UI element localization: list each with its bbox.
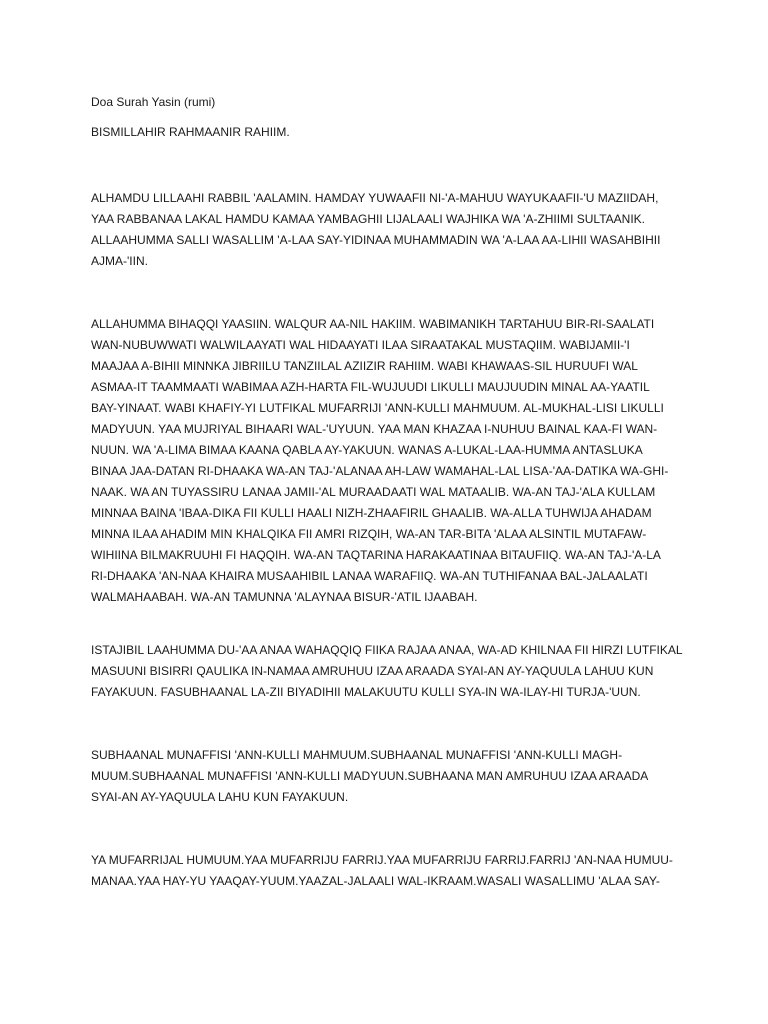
text-line: NUUN. WA 'A-LIMA BIMAA KAANA QABLA AY-YAKUUN. WANAS A-LUKAL-LAA-HUMMA ANTASLUKA	[91, 443, 643, 457]
document-title: Doa Surah Yasin (rumi)	[91, 95, 216, 109]
text-line: RI-DHAAKA 'AN-NAA KHAIRA MUSAAHIBIL LANAA WARAFIIQ. WA-AN TUTHIFANAA BAL-JALAALATI	[91, 569, 648, 583]
text-line: WAN-NUBUWWATI WALWILAAYATI WAL HIDAAYATI ILAA SIRAATAKAL MUSTAQIIM. WABIJAMII-'I	[91, 338, 630, 352]
text-line: MUUM.SUBHAANAL MUNAFFISI 'ANN-KULLI MADYUUN.SUBHAANA MAN AMRUHUU IZAA ARAADA	[91, 769, 649, 783]
paragraph-1	[91, 188, 691, 272]
text-line: SUBHAANAL MUNAFFISI 'ANN-KULLI MAHMUUM.SUBHAANAL MUNAFFISI 'ANN-KULLI MAGH-	[91, 748, 623, 762]
text-line: ISTAJIBIL LAAHUMMA DU-'AA ANAA WAHAQQIQ FIIKA RAJAA ANAA, WA-AD KHILNAA FII HIRZI LUTFIKAL	[91, 643, 683, 657]
text-line: FAYAKUUN. FASUBHAANAL LA-ZII BIYADIHII MALAKUUTU KULLI SYA-IN WA-ILAY-HI TURJA-'UUN.	[91, 685, 641, 699]
text-line: ALLAHUMMA BIHAQQI YAASIIN. WALQUR AA-NIL HAKIIM. WABIMANIKH TARTAHUU BIR-RI-SAALATI	[91, 317, 655, 331]
text-line: WALMAHAABAH. WA-AN TAMUNNA 'ALAYNAA BISUR-'ATIL IJAABAH.	[91, 590, 478, 604]
text-line: SYAI-AN AY-YAQUULA LAHU KUN FAYAKUUN.	[91, 790, 349, 804]
text-line: AJMA-'IIN.	[91, 254, 148, 268]
text-line: ASMAA-IT TAAMMAATI WABIMAA AZH-HARTA FIL-WUJUUDI LIKULLI MAUJUUDIN MINAL AA-YAATIL	[91, 380, 650, 394]
text-line: BINAA JAA-DATAN RI-DHAAKA WA-AN TAJ-'ALANAA AH-LAW WAMAHAL-LAL LISA-'AA-DATIKA WA-GHI-	[91, 464, 669, 478]
paragraph-2	[91, 314, 691, 608]
text-line: ALHAMDU LILLAAHI RABBIL 'AALAMIN. HAMDAY YUWAAFII NI-'A-MAHUU WAYUKAAFII-'U MAZIIDAH,	[91, 191, 659, 205]
text-line: YA MUFARRIJAL HUMUUM.YAA MUFARRIJU FARRIJ.YAA MUFARRIJU FARRIJ.FARRIJ 'AN-NAA HUMUU-	[91, 853, 673, 867]
text-line: MADYUUN. YAA MUJRIYAL BIHAARI WAL-'UYUUN. YAA MAN KHAZAA I-NUHUU BAINAL KAA-FI WAN-	[91, 422, 658, 436]
paragraph-4	[91, 745, 691, 808]
text-line: BAY-YINAAT. WABI KHAFIY-YI LUTFIKAL MUFARRIJI 'ANN-KULLI MAHMUUM. AL-MUKHAL-LISI LIKULLI	[91, 401, 664, 415]
text-line: MINNAA BAINA 'IBAA-DIKA FII KULLI HAALI NIZH-ZHAAFIRIL GHAALIB. WA-ALLA TUHWIJA AHADAM	[91, 506, 652, 520]
text-line: MINNA ILAA AHADIM MIN KHALQIKA FII AMRI RIZQIH, WA-AN TAR-BITA 'ALAA ALSINTIL MUTAFAW-	[91, 527, 647, 541]
text-line: NAAK. WA AN TUYASSIRU LANAA JAMII-'AL MURAADAATI WAL MATAALIB. WA-AN TAJ-'ALA KULLAM	[91, 485, 656, 499]
paragraph-5	[91, 850, 691, 892]
bismillah-line: BISMILLAHIR RAHMAANIR RAHIIM.	[91, 125, 290, 139]
text-line: MASUUNI BISIRRI QAULIKA IN-NAMAA AMRUHUU IZAA ARAADA SYAI-AN AY-YAQUULA LAHUU KUN	[91, 664, 654, 678]
paragraph-3	[91, 640, 691, 703]
text-line: ALLAAHUMMA SALLI WASALLIM 'A-LAA SAY-YIDINAA MUHAMMADIN WA 'A-LAA AA-LIHII WASAHBIHII	[91, 233, 661, 247]
text-line: MAAJAA A-BIHII MINNKA JIBRIILU TANZIILAL AZIIZIR RAHIIM. WABI KHAWAAS-SIL HURUUFI WAL	[91, 359, 638, 373]
text-line: MANAA.YAA HAY-YU YAAQAY-YUUM.YAAZAL-JALAALI WAL-IKRAAM.WASALI WASALLIMU 'ALAA SAY-	[91, 874, 660, 888]
text-line: YAA RABBANAA LAKAL HAMDU KAMAA YAMBAGHII LIJALAALI WAJHIKA WA 'A-ZHIIMI SULTAANIK.	[91, 212, 646, 226]
text-line: WIHIINA BILMAKRUUHI FI HAQQIH. WA-AN TAQTARINA HARAKAATINAA BITAUFIIQ. WA-AN TAJ-'A-LA	[91, 548, 661, 562]
